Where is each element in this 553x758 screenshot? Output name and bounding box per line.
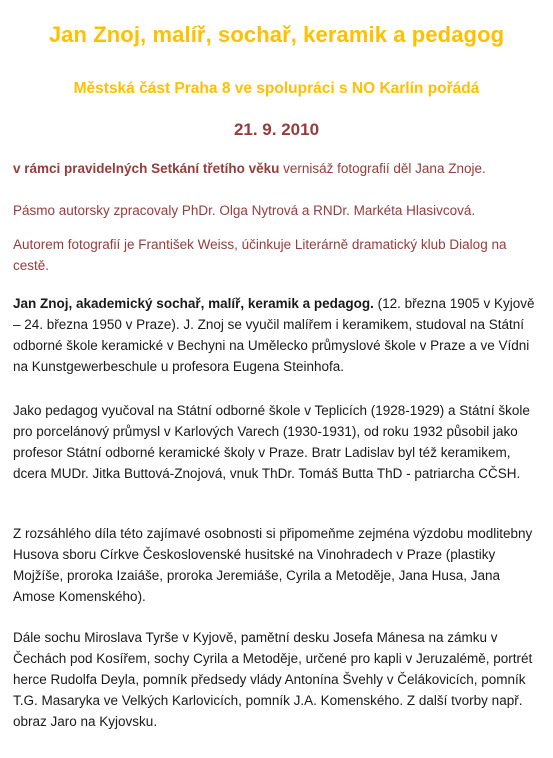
- bio-bold: Jan Znoj, akademický sochař, malíř, keramik a pedagog.: [13, 296, 374, 311]
- intro-paragraph: [13, 158, 543, 179]
- more-works-paragraph: Dále sochu Miroslava Tyrše v Kyjově, pamětní desku Josefa Mánesa na zámku v Čechách pod Kosířem, sochy Cyrila a Metoděje, určené pro kapli v Jeruzalémě, portrét herce Rudolfa Deyla, pomník předsedy vlády Antonína Švehly v Čelákovicích, pomník T.G. Masaryka ve Velkých Karlovicích, pomník J.A. Komenského. Z další tvorby např. obraz Jaro na Kyjovsku.: [13, 630, 533, 729]
- intro-rest: vernisáž fotografií děl Jana Znoje.: [279, 161, 486, 176]
- teaching-paragraph: Jako pedagog vyučoval na Státní odborné škole v Teplicích (1928-1929) a Státní škole pro porcelánový průmysl v Karlových Varech (1930-1931), od roku 1932 působil jako profesor Státní odborné keramické školy v Praze. Bratr Ladislav byl též keramikem, dcera MUDr. Jitka Buttová-Znojová, vnuk ThDr. Tomáš Butta ThD - patriarcha CČSH.: [13, 403, 530, 481]
- bio-paragraph: [13, 293, 543, 377]
- page-title: Jan Znoj, malíř, sochař, keramik a pedagog: [48, 22, 505, 47]
- intro-bold: v rámci pravidelných Setkání třetího věku: [13, 161, 280, 176]
- organizer-subtitle: Městská část Praha 8 ve spolupráci s NO Karlín pořádá: [73, 80, 480, 97]
- authors-paragraph: Pásmo autorsky zpracovaly PhDr. Olga Nytrová a RNDr. Markéta Hlasivcová.: [13, 203, 476, 218]
- bio-rest: (12. března 1905 v Kyjově – 24. března 1950 v Praze). J. Znoj se vyučil malířem i keramikem, studoval na Státní odborné škole keramické v Bechyni na Umělecko průmyslové škole v Praze a ve Vídni na Kunstgewerbeschule u profesora Eugena Steinhofa.: [13, 296, 535, 374]
- works-paragraph: Z rozsáhlého díla této zajímavé osobnosti si připomeňme zejména výzdobu modlitebny Husova sboru Církve Československé husitské na Vinohradech v Praze (plastiky Mojžíše, proroka Izaiáše, proroka Jeremiáše, Cyrila a Metoděje, Jana Husa, Jana Amose Komenského).: [13, 526, 533, 604]
- event-date: 21. 9. 2010: [233, 120, 320, 139]
- photos-paragraph: Autorem fotografií je František Weiss, účinkuje Literárně dramatický klub Dialog na cestě.: [13, 237, 507, 273]
